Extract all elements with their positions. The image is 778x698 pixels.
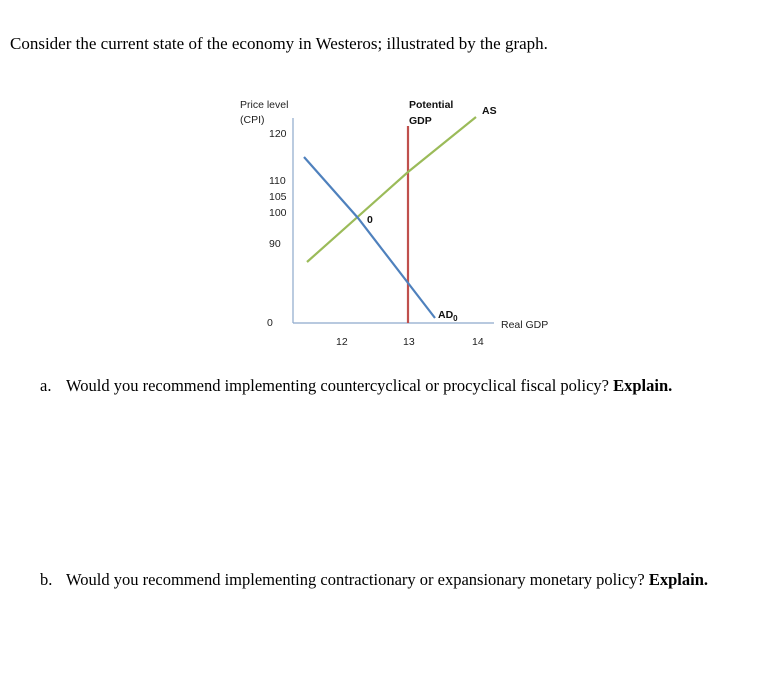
intro-text: Consider the current state of the economy in Westeros; illustrated by the graph. <box>10 34 548 53</box>
potential-gdp-label: Potential <box>409 99 454 111</box>
question-emphasis: Explain. <box>613 376 673 395</box>
as-label: AS <box>482 105 497 117</box>
question-emphasis: Explain. <box>648 570 709 589</box>
y-tick-label: 110 <box>269 175 286 187</box>
y-tick-label: 100 <box>269 207 287 219</box>
question-b <box>40 570 708 590</box>
y-tick-label: 0 <box>267 317 273 329</box>
question-a <box>40 376 672 396</box>
question-letter: a. <box>40 376 52 395</box>
question-text: Would you recommend implementing contractionary or expansionary monetary policy? <box>66 570 645 589</box>
potential-gdp-label-line2: GDP <box>409 115 432 127</box>
ad-label: $AD_0$ <box>438 309 458 323</box>
equilibrium-label: 0 <box>367 214 373 226</box>
y-tick-label: 105 <box>269 191 287 203</box>
question-letter: b. <box>40 570 53 589</box>
x-tick-label: 12 <box>336 336 348 348</box>
y-tick-label: 90 <box>269 238 281 250</box>
question-text: Would you recommend implementing countercyclical or procyclical fiscal policy? <box>66 376 609 395</box>
x-axis-label: Real GDP <box>501 319 549 331</box>
y-axis-label-unit: (CPI) <box>240 114 265 126</box>
x-tick-label: 13 <box>403 336 415 348</box>
x-tick-label: 14 <box>472 336 484 348</box>
ad-curve <box>304 157 435 318</box>
y-tick-label: 120 <box>269 128 287 140</box>
y-axis-label: Price level <box>240 99 289 111</box>
